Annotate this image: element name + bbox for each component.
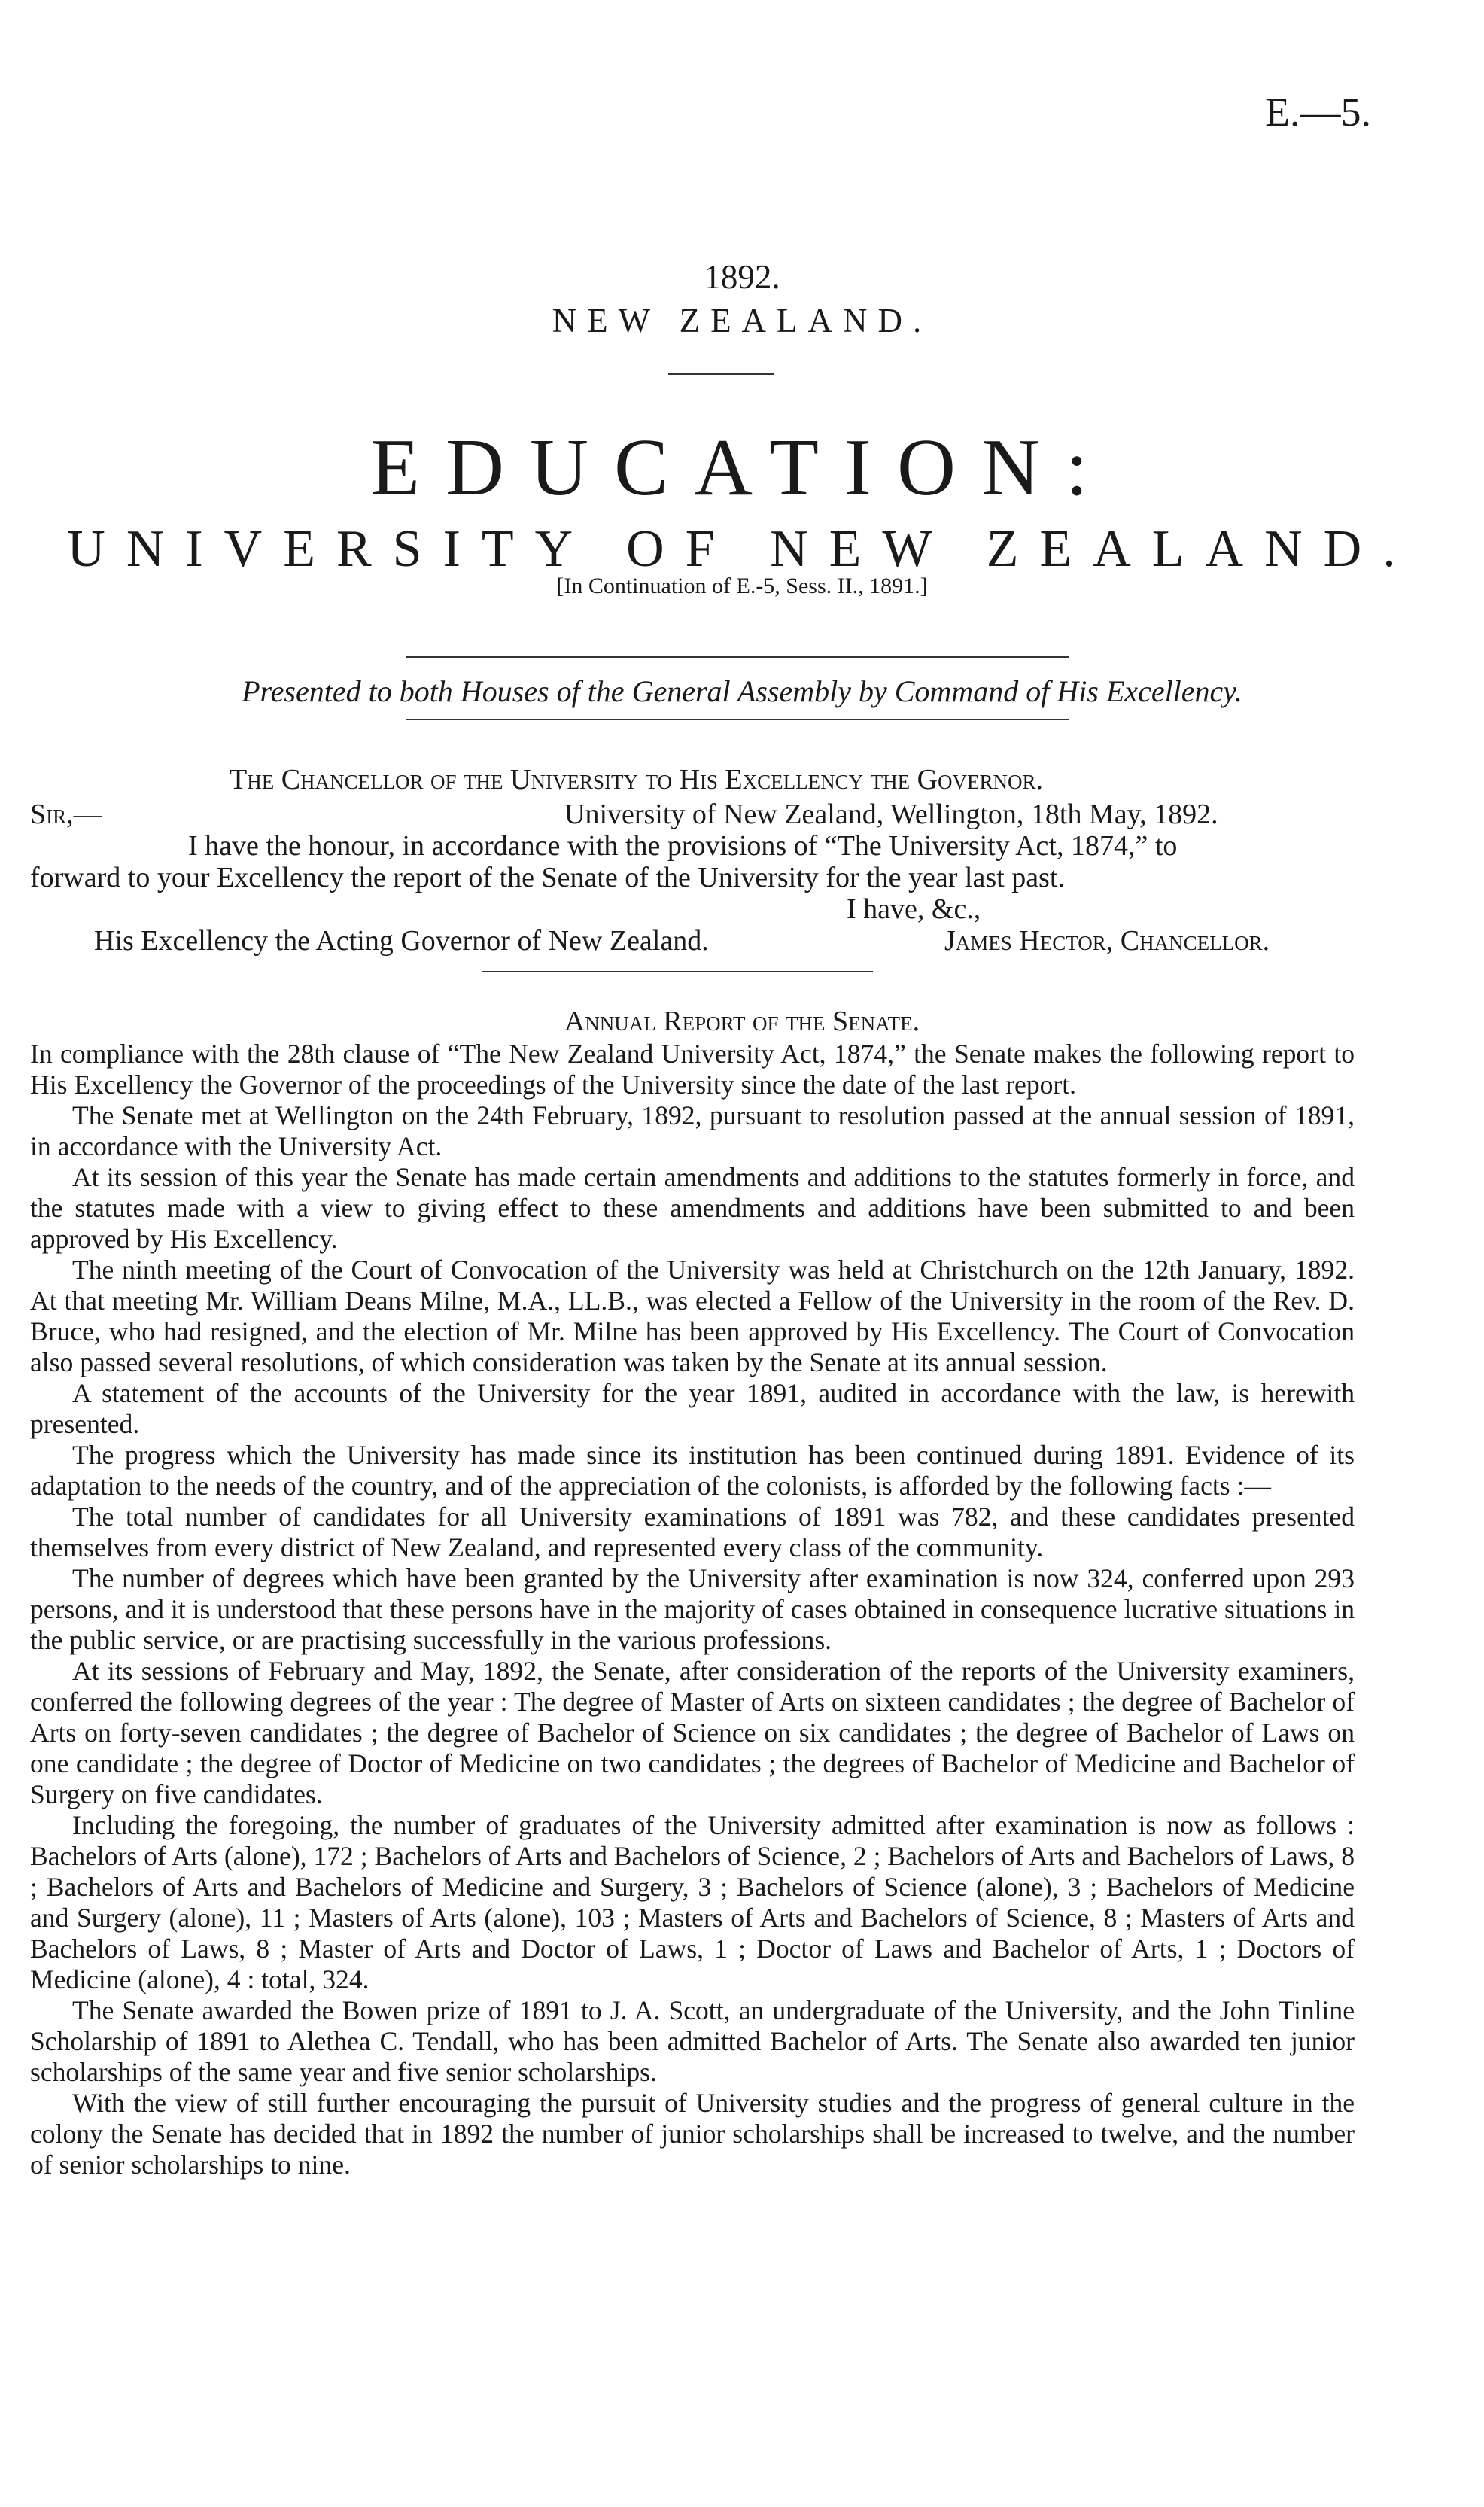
report-paragraph: The Senate met at Wellington on the 24th February, 1892, pursuant to resolution passed at the annual session of 1891, in accordance with the University Act. [30, 1100, 1355, 1161]
page-reference: E.—5. [1265, 90, 1371, 135]
letter-closing: I have, &c., [847, 893, 981, 925]
letter-body-line-1: I have the honour, in accordance with the provisions of “The University Act, 1874,” to [188, 830, 1178, 862]
document-subtitle: UNIVERSITY OF NEW ZEALAND. [67, 520, 1417, 578]
letter-salutation: Sir,— [30, 799, 102, 830]
report-paragraph: In compliance with the 28th clause of “The New Zealand University Act, 1874,” the Senate makes the following report to His Excellency the Governor of the proceedings of the University since the date of the last report. [30, 1039, 1355, 1100]
presented-note: Presented to both Houses of the General Assembly by Command of His Excellency. [242, 674, 1242, 708]
divider-bottom [406, 719, 1069, 720]
report-paragraph: At its sessions of February and May, 1892, the Senate, after consideration of the reports of the University examiners, conferred the following degrees of the year : The degree of Master of Arts on sixteen candidates ; the degree of Bachelor of Arts on forty-seven candidates ; the degree of Bachelor of Science on six candidates ; the degree of Bachelor of Laws on one candidate ; the degree of Doctor of Medicine on two candidates ; the degrees of Bachelor of Medicine and Bachelor of Surgery on five candidates. [30, 1656, 1355, 1809]
letter-body-line-2: forward to your Excellency the report of the Senate of the University for the year last past. [30, 862, 1065, 893]
report-paragraph: With the view of still further encouraging the pursuit of University studies and the progress of general culture in the colony the Senate has decided that in 1892 the number of junior scholarships shall be increased to twelve, and the number of senior scholarships to nine. [30, 2088, 1355, 2180]
report-paragraph: The Senate awarded the Bowen prize of 1891 to J. A. Scott, an undergraduate of the University, and the John Tinline Scholarship of 1891 to Alethea C. Tendall, who has been admitted Bachelor of Arts. The Senate also awarded ten junior scholarships of the same year and five senior scholarships. [30, 1995, 1355, 2087]
report-paragraph: At its session of this year the Senate has made certain amendments and additions to the statutes formerly in force, and the statutes made with a view to giving effect to these amendments and additions have been submitted to and been approved by His Excellency. [30, 1162, 1355, 1254]
letter-place-date: University of New Zealand, Wellington, 18th May, 1892. [564, 799, 1218, 830]
report-paragraph: The progress which the University has made since its institution has been continued during 1891. Evidence of its adaptation to the needs of the country, and of the appreciation of the colonists, is afforded by the following facts :— [30, 1440, 1355, 1501]
report-paragraph: Including the foregoing, the number of graduates of the University admitted after examination is now as follows : Bachelors of Arts (alone), 172 ; Bachelors of Arts and Bachelors of Science, 2 ; Bachelors of Arts and Bachelors of Laws, 8 ; Bachelors of Arts and Bachelors of Medicine and Surgery, 3 ; Bachelors of Science (alone), 3 ; Bachelors of Medicine and Surgery (alone), 11 ; Masters of Arts (alone), 103 ; Masters of Arts and Bachelors of Science, 8 ; Masters of Arts and Bachelors of Laws, 8 ; Master of Arts and Doctor of Laws, 1 ; Doctor of Laws and Bachelor of Arts, 1 ; Doctors of Medicine (alone), 4 : total, 324. [30, 1810, 1355, 1994]
report-paragraph: The total number of candidates for all University examinations of 1891 was 782, and these candidates presented themselves from every district of New Zealand, and represented every class of the community. [30, 1501, 1355, 1562]
report-paragraph: A statement of the accounts of the University for the year 1891, audited in accordance with the law, is herewith presented. [30, 1378, 1355, 1439]
report-paragraph: The ninth meeting of the Court of Convocation of the University was held at Christchurch on the 12th January, 1892. At that meeting Mr. William Deans Milne, M.A., LL.B., was elected a Fellow of the University in the room of the Rev. D. Bruce, who had resigned, and the election of Mr. Milne has been approved by His Excellency. The Court of Convocation also passed several resolutions, of which consideration was taken by the Senate at its annual session. [30, 1255, 1355, 1377]
document-title: EDUCATION: [370, 423, 1114, 513]
letter-addressee: His Excellency the Acting Governor of New Zealand. [94, 925, 709, 957]
divider-short [668, 373, 774, 375]
letter-signatory: James Hector, Chancellor. [944, 925, 1270, 957]
letter-heading: The Chancellor of the University to His Excellency the Governor. [230, 764, 1044, 796]
country-heading: NEW ZEALAND. [552, 302, 932, 339]
report-body [30, 1039, 1355, 2180]
document-year: 1892. [704, 258, 780, 296]
report-heading: Annual Report of the Senate. [564, 1006, 920, 1037]
report-paragraph: The number of degrees which have been granted by the University after examination is now 324, conferred upon 293 persons, and it is understood that these persons have in the majority of cases obtained in consequence lucrative situations in the public service, or are practising successfully in the various professions. [30, 1563, 1355, 1655]
divider-top [406, 656, 1069, 658]
continuation-note: [In Continuation of E.-5, Sess. II., 1891.] [556, 574, 928, 598]
divider-report [482, 971, 873, 972]
